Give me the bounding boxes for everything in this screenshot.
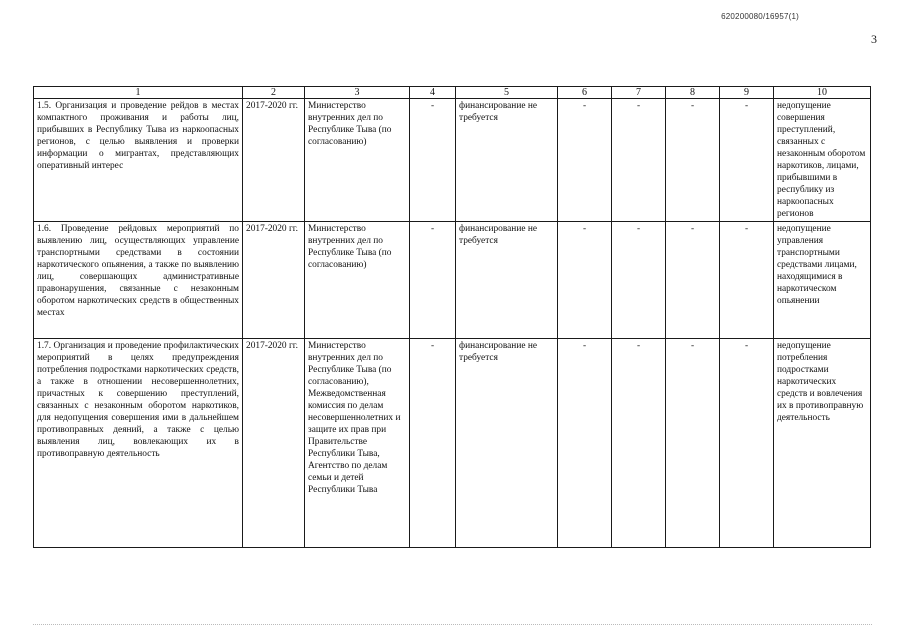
- column-header: 1: [34, 87, 243, 99]
- value-cell: -: [558, 99, 612, 222]
- executor-cell: Министерство внутренних дел по Республике Тыва (по согласованию): [305, 99, 410, 222]
- expected-result-cell: недопущение совершения преступлений, связанных с незаконным оборотом наркотиков, лицами, прибывшими в республику из наркоопасных регионов: [774, 99, 871, 222]
- funding-source-cell: -: [410, 222, 456, 339]
- value-cell: -: [612, 99, 666, 222]
- period-cell: 2017-2020 гг.: [243, 339, 305, 548]
- document-id: 620200080/16957(1): [721, 12, 799, 21]
- funding-note-cell: финансирование не требуется: [456, 339, 558, 548]
- table-row: [34, 339, 871, 548]
- column-header: 3: [305, 87, 410, 99]
- column-header: 8: [666, 87, 720, 99]
- page-number: 3: [871, 32, 877, 46]
- value-cell: -: [720, 99, 774, 222]
- column-header: 10: [774, 87, 871, 99]
- column-header: 2: [243, 87, 305, 99]
- value-cell: -: [720, 339, 774, 548]
- measure-description: 1.6. Проведение рейдовых мероприятий по выявлению лиц, осуществляющих управление транспортными средствами в состоянии наркотического опьянения, а также по выявлению лиц, совершающих административные правонарушения, связанные с незаконным оборотом наркотических средств в общественных местах: [34, 222, 243, 339]
- value-cell: -: [612, 222, 666, 339]
- table-row: [34, 99, 871, 222]
- value-cell: -: [666, 99, 720, 222]
- funding-source-cell: -: [410, 339, 456, 548]
- value-cell: -: [666, 339, 720, 548]
- period-cell: 2017-2020 гг.: [243, 99, 305, 222]
- period-cell: 2017-2020 гг.: [243, 222, 305, 339]
- column-header: 4: [410, 87, 456, 99]
- funding-source-cell: -: [410, 99, 456, 222]
- table-row: [34, 222, 871, 339]
- value-cell: -: [720, 222, 774, 339]
- measure-description: 1.7. Организация и проведение профилактических мероприятий в целях предупреждения потребления подростками наркотических средств, а также в отношении несовершеннолетних, причастных к совершению преступлений, связанных с незаконным оборотом наркотиков, для недопущения совершения ими в дальнейшем противоправных деяний, а также с целью выявления лиц, вовлекающих их в противоправную деятельность: [34, 339, 243, 548]
- expected-result-cell: недопущение управления транспортными средствами лицами, находящимися в наркотическом опьянении: [774, 222, 871, 339]
- value-cell: -: [558, 222, 612, 339]
- executor-cell: Министерство внутренних дел по Республике Тыва (по согласованию), Межведомственная комиссия по делам несовершеннолетних и защите их прав при Правительстве Республики Тыва, Агентство по делам семьи и детей Республики Тыва: [305, 339, 410, 548]
- column-header: 7: [612, 87, 666, 99]
- column-number-row: [34, 87, 871, 99]
- funding-note-cell: финансирование не требуется: [456, 99, 558, 222]
- executor-cell: Министерство внутренних дел по Республике Тыва (по согласованию): [305, 222, 410, 339]
- value-cell: -: [612, 339, 666, 548]
- value-cell: -: [666, 222, 720, 339]
- column-header: 6: [558, 87, 612, 99]
- funding-note-cell: финансирование не требуется: [456, 222, 558, 339]
- measures-table: [33, 86, 871, 548]
- scan-edge-line: [33, 624, 872, 625]
- expected-result-cell: недопущение потребления подростками наркотических средств и вовлечения их в противоправную деятельность: [774, 339, 871, 548]
- value-cell: -: [558, 339, 612, 548]
- column-header: 5: [456, 87, 558, 99]
- column-header: 9: [720, 87, 774, 99]
- measure-description: 1.5. Организация и проведение рейдов в местах компактного проживания и работы лиц, прибывших в Республику Тыва из наркоопасных регионов, с целью выявления и проверки информации о мигрантах, представляющих оперативный интерес: [34, 99, 243, 222]
